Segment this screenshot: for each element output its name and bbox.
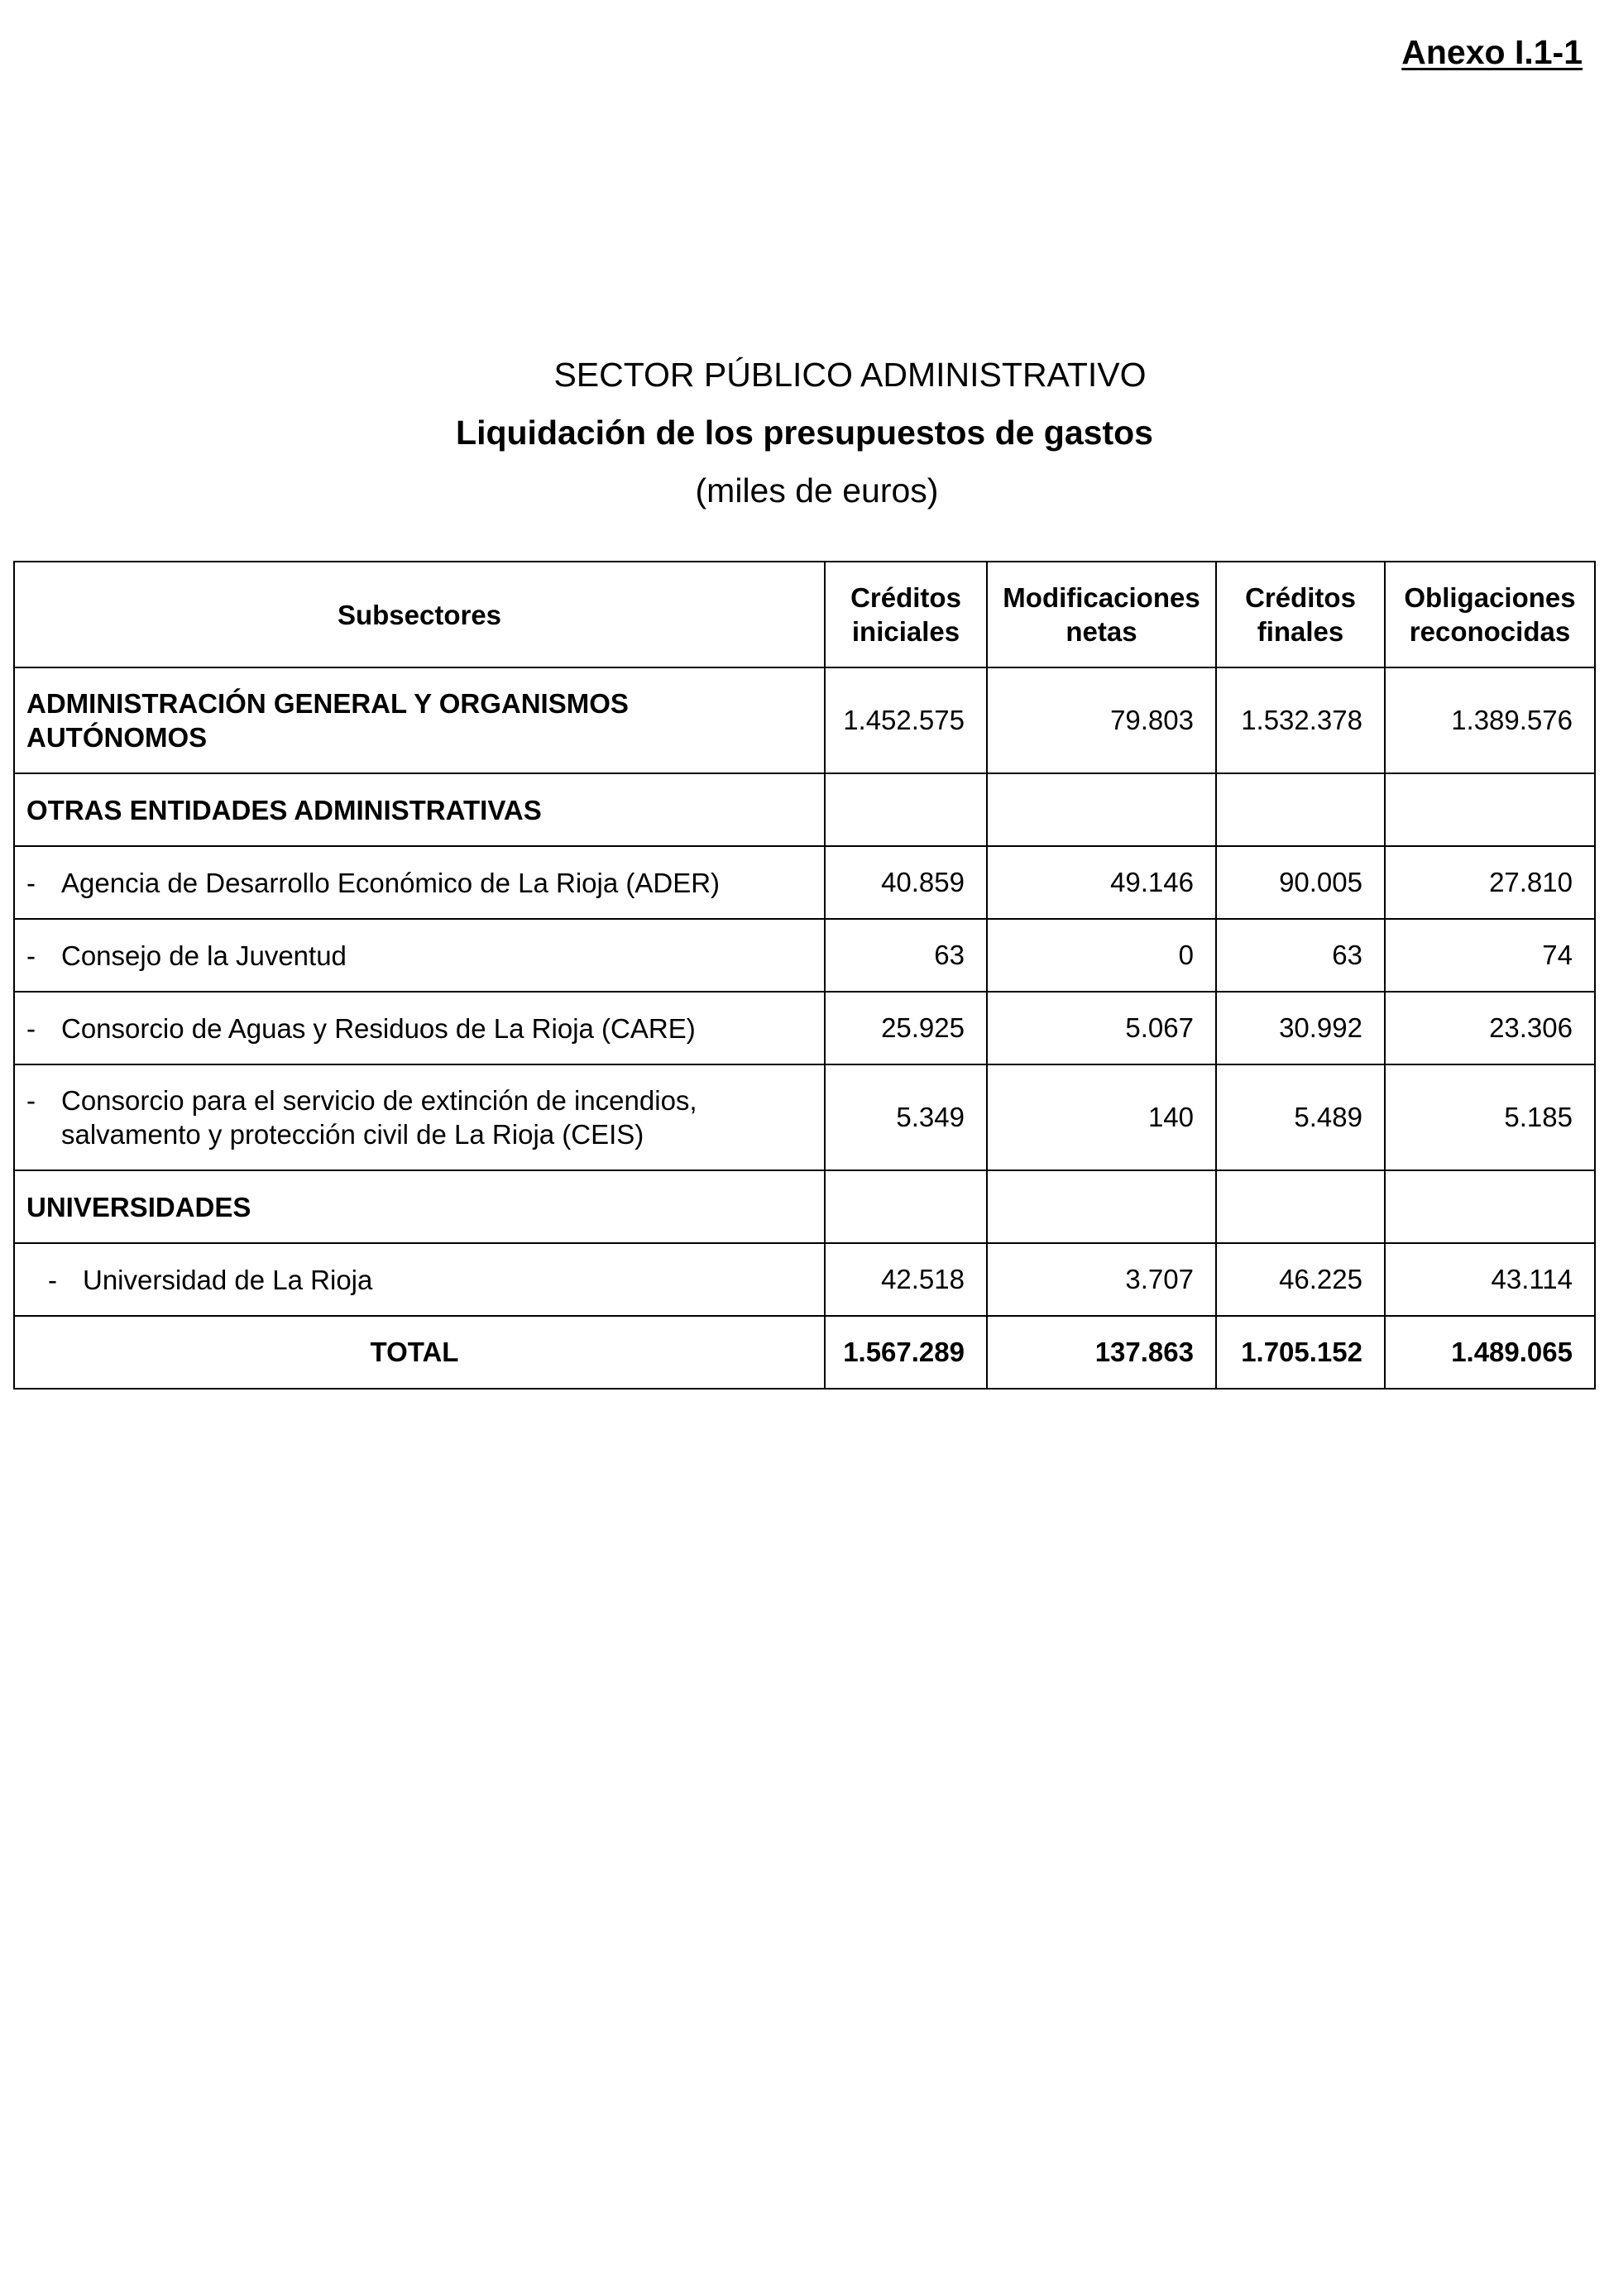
cell-obligaciones-reconocidas: 23.306 <box>1385 992 1595 1064</box>
cell-creditos-iniciales: 63 <box>825 919 987 992</box>
row-name: - Consorcio de Aguas y Residuos de La Rioja (CARE) <box>14 992 825 1064</box>
cell-obligaciones-reconocidas: 5.185 <box>1385 1064 1595 1170</box>
cell-obligaciones-reconocidas: 27.810 <box>1385 846 1595 919</box>
cell-creditos-finales: 90.005 <box>1216 846 1385 919</box>
cell-creditos-finales: 5.489 <box>1216 1064 1385 1170</box>
cell-creditos-finales: 30.992 <box>1216 992 1385 1064</box>
cell-modificaciones-netas: 5.067 <box>987 992 1216 1064</box>
budget-table <box>13 561 1596 1390</box>
total-obligaciones-reconocidas: 1.489.065 <box>1385 1316 1595 1389</box>
total-creditos-finales: 1.705.152 <box>1216 1316 1385 1389</box>
cell-modificaciones-netas: 79.803 <box>987 667 1216 773</box>
row-name: - Consorcio para el servicio de extinción de incendios, salvamento y protección civil de La Rioja (CEIS) <box>14 1064 825 1170</box>
cell-creditos-iniciales: 42.518 <box>825 1243 987 1316</box>
cell-creditos-finales: 63 <box>1216 919 1385 992</box>
table-row-universidad-la-rioja <box>14 1243 1595 1316</box>
total-label: TOTAL <box>14 1316 825 1389</box>
cell-creditos-iniciales: 5.349 <box>825 1064 987 1170</box>
cell-empty <box>1385 773 1595 846</box>
cell-empty <box>1216 1170 1385 1243</box>
cell-creditos-finales: 1.532.378 <box>1216 667 1385 773</box>
cell-creditos-iniciales: 25.925 <box>825 992 987 1064</box>
list-dash: - <box>26 1085 36 1116</box>
cell-empty <box>1216 773 1385 846</box>
cell-modificaciones-netas: 140 <box>987 1064 1216 1170</box>
cell-empty <box>825 1170 987 1243</box>
document-subtitle: Liquidación de los presupuestos de gastos <box>456 414 1153 452</box>
annex-label: Anexo I.1-1 <box>1401 33 1583 71</box>
cell-empty <box>987 773 1216 846</box>
table-row-total <box>14 1316 1595 1389</box>
row-name: - Consejo de la Juventud <box>14 919 825 992</box>
row-name: UNIVERSIDADES <box>14 1170 825 1243</box>
cell-obligaciones-reconocidas: 74 <box>1385 919 1595 992</box>
units-note: (miles de euros) <box>695 471 939 509</box>
table-row-juventud <box>14 919 1595 992</box>
document-title: SECTOR PÚBLICO ADMINISTRATIVO <box>553 356 1147 394</box>
total-modificaciones-netas: 137.863 <box>987 1316 1216 1389</box>
header-subsectores: Subsectores <box>14 562 825 667</box>
cell-creditos-finales: 46.225 <box>1216 1243 1385 1316</box>
header-creditos-iniciales: Créditos iniciales <box>825 562 987 667</box>
table-row-universidades <box>14 1170 1595 1243</box>
cell-creditos-iniciales: 40.859 <box>825 846 987 919</box>
row-name: - Universidad de La Rioja <box>14 1243 825 1316</box>
cell-obligaciones-reconocidas: 43.114 <box>1385 1243 1595 1316</box>
row-name: - Agencia de Desarrollo Económico de La Rioja (ADER) <box>14 846 825 919</box>
table-row-admin-general <box>14 667 1595 773</box>
list-dash: - <box>48 1264 57 1295</box>
cell-modificaciones-netas: 0 <box>987 919 1216 992</box>
list-dash: - <box>26 940 36 971</box>
header-obligaciones-reconocidas: Obligaciones reconocidas <box>1385 562 1595 667</box>
cell-obligaciones-reconocidas: 1.389.576 <box>1385 667 1595 773</box>
cell-modificaciones-netas: 3.707 <box>987 1243 1216 1316</box>
cell-empty <box>825 773 987 846</box>
table-row-otras-entidades <box>14 773 1595 846</box>
cell-creditos-iniciales: 1.452.575 <box>825 667 987 773</box>
row-name: OTRAS ENTIDADES ADMINISTRATIVAS <box>14 773 825 846</box>
table-row-care <box>14 992 1595 1064</box>
row-name: ADMINISTRACIÓN GENERAL Y ORGANISMOS AUTÓNOMOS <box>14 667 825 773</box>
cell-empty <box>987 1170 1216 1243</box>
list-dash: - <box>26 867 36 898</box>
cell-modificaciones-netas: 49.146 <box>987 846 1216 919</box>
cell-empty <box>1385 1170 1595 1243</box>
table-row-ader <box>14 846 1595 919</box>
header-creditos-finales: Créditos finales <box>1216 562 1385 667</box>
table-row-ceis <box>14 1064 1595 1170</box>
list-dash: - <box>26 1012 36 1044</box>
table-header-row <box>14 562 1595 667</box>
header-modificaciones-netas: Modificaciones netas <box>987 562 1216 667</box>
total-creditos-iniciales: 1.567.289 <box>825 1316 987 1389</box>
